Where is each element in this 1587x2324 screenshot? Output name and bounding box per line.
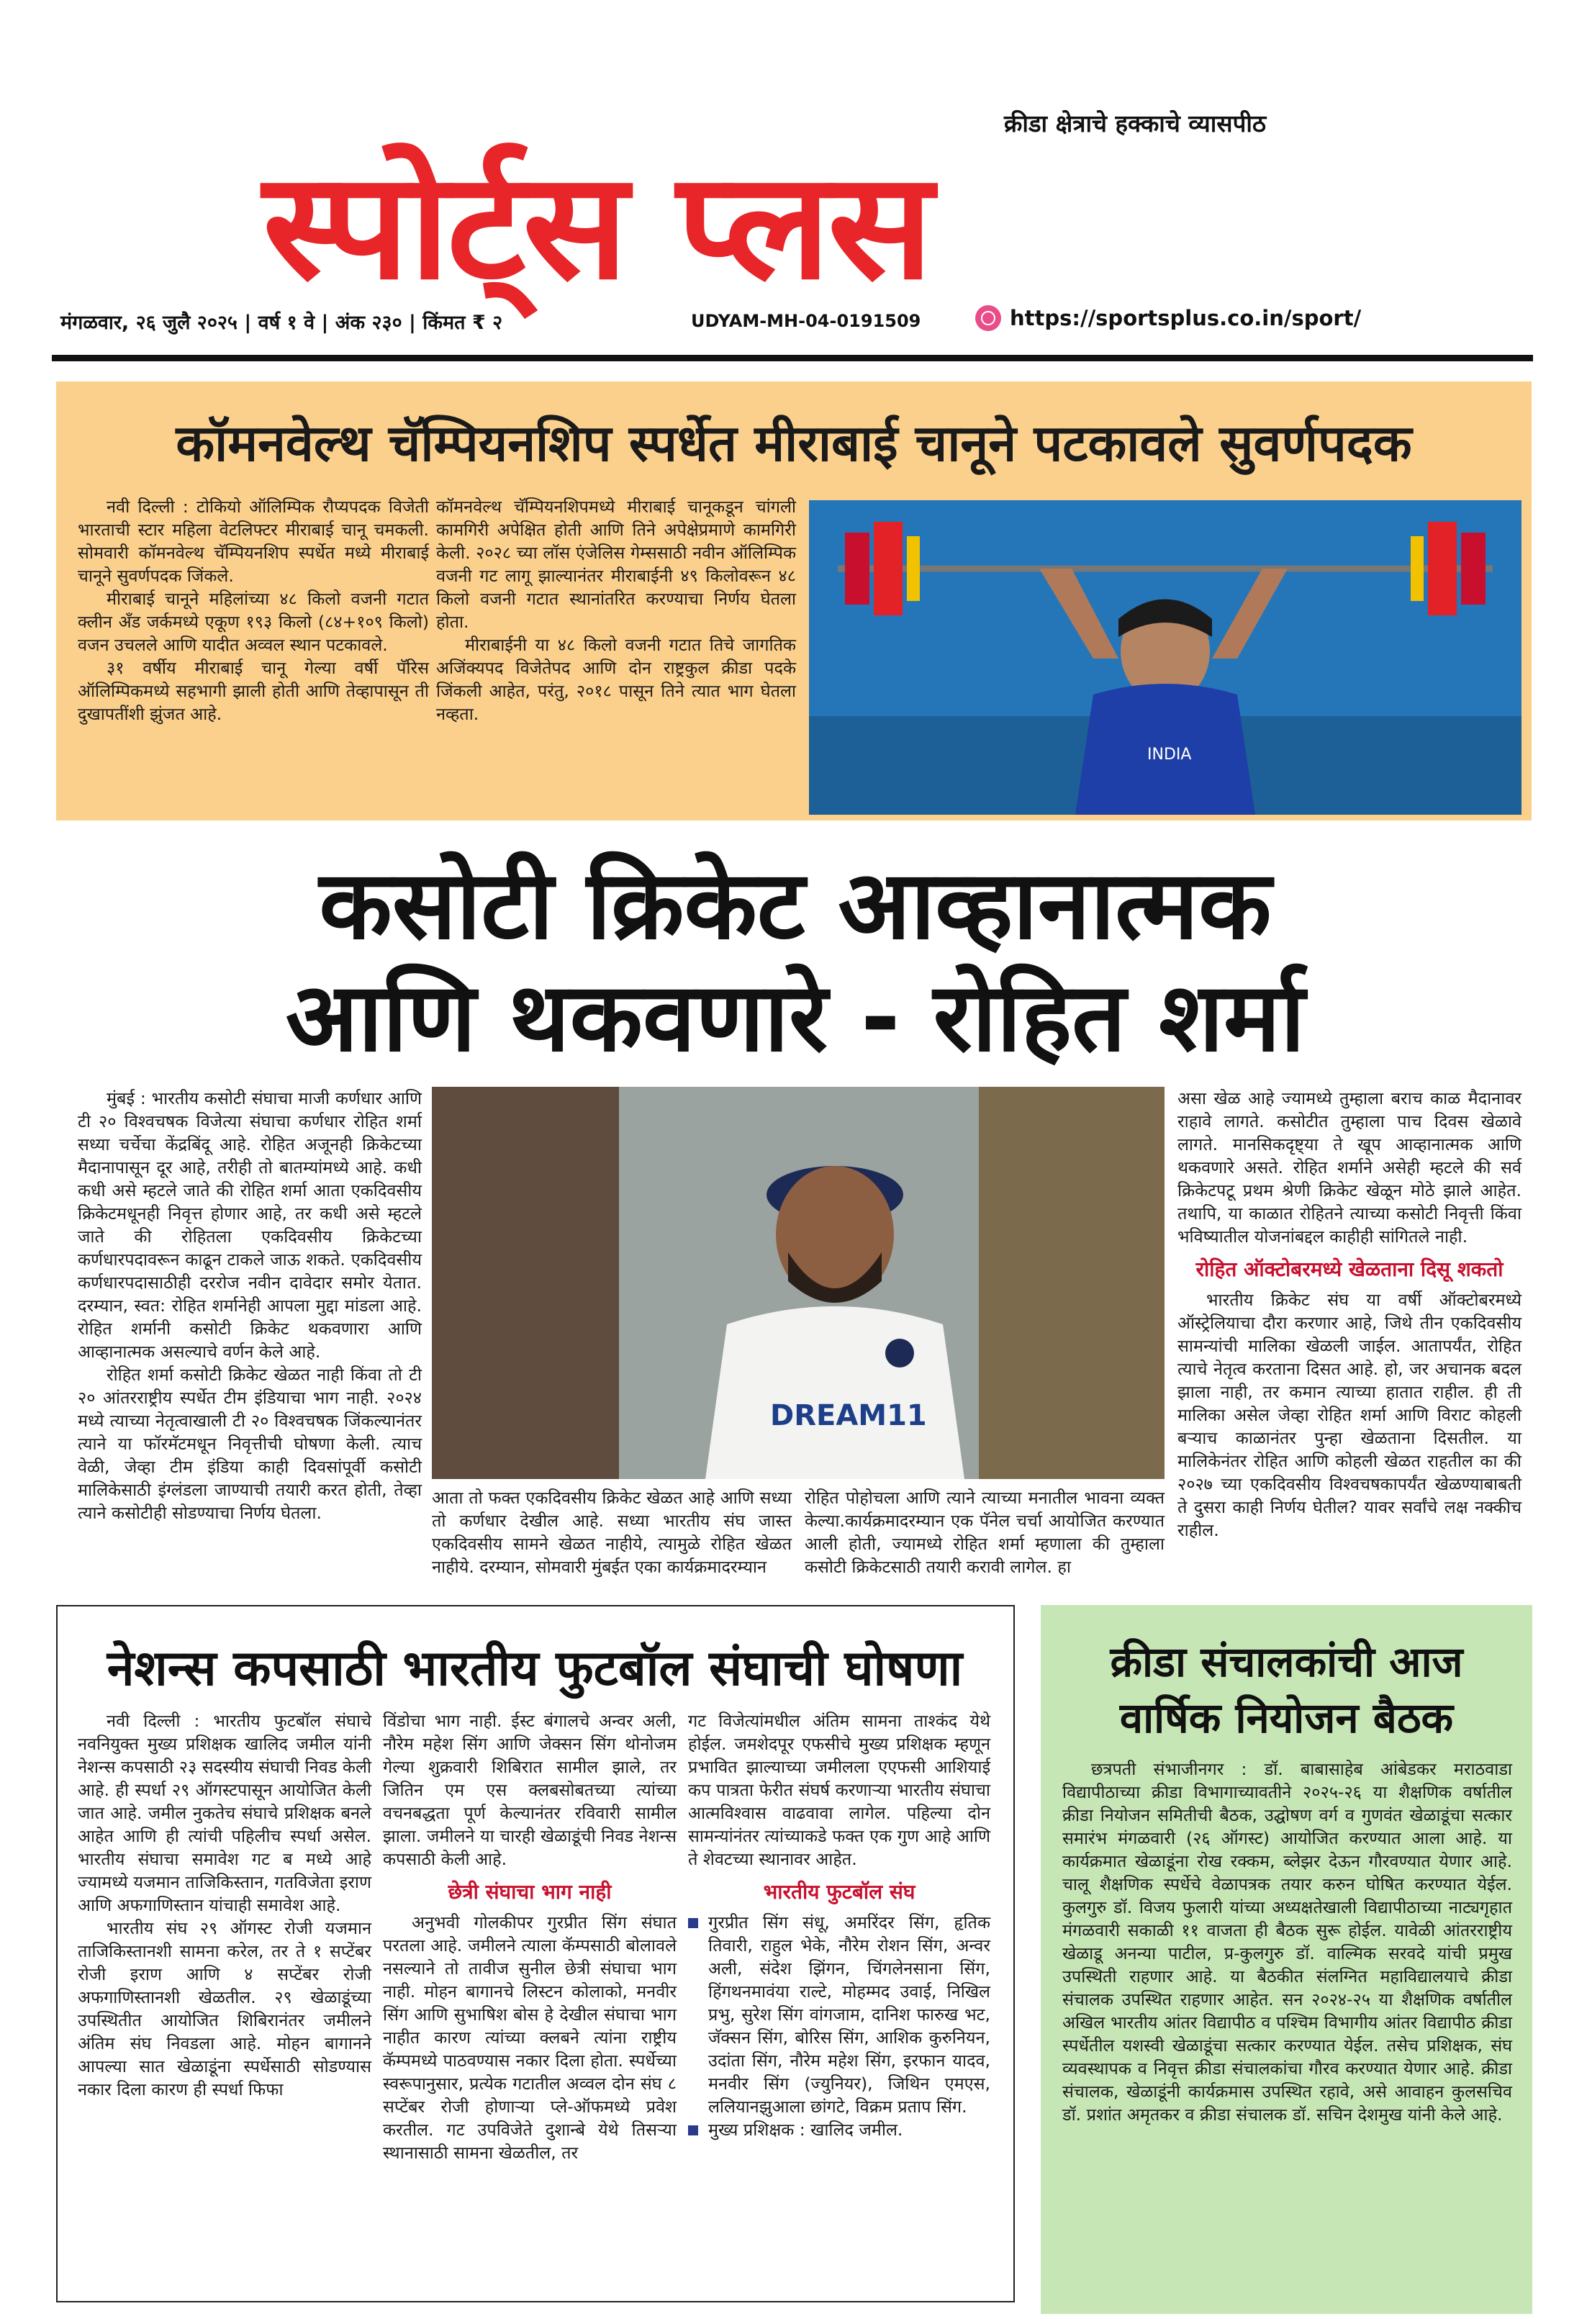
story-rohit-subhead: रोहित ऑक्टोबरमध्ये खेळताना दिसू शकतो [1195,1257,1504,1281]
paragraph: ३१ वर्षीय मीराबाई चानू गेल्या वर्षी पॅरिस ऑलिम्पिकमध्ये सहभागी झाली होती आणि तेव्हापासून ती दुखापतींशी झुंजत आहे. [78,658,429,724]
story-meeting-headline [1041,1634,1532,1746]
website-url[interactable]: https://sportsplus.co.in/sport/ [1010,306,1362,330]
story-mirabai-col1 [78,495,429,725]
story-mirabai-headline: कॉमनवेल्थ चॅम्पियनशिप स्पर्धेत मीराबाई चानूने पटकावले सुवर्णपदक [176,414,1412,473]
story-football-subhead-chhetri: छेत्री संघाचा भाग नाही [448,1880,612,1904]
jersey-text: DREAM11 [770,1399,927,1432]
story-football-headline: नेशन्स कपसाठी भारतीय फुटबॉल संघाची घोषणा [107,1640,963,1697]
list-item: गुरप्रीत सिंग संधू, अमरिंदर सिंग, हृतिक तिवारी, राहुल भेके, नौरेम रोशन सिंग, अन्वर अली, संदेश झिंगन, चिंगलेनसाना सिंग, हिंगथनमावंया राल्टे, मोहम्मद उवाई, निखिल प्रभु, सुरेश सिंग वांगजाम, दानिश फारुख भट, जॅक्सन सिंग, बोरिस सिंग, आशिक कुरुनियन, उदांता सिंग, नौरेम महेश सिंग, इरफान यादव, मनवीर सिंग (ज्युनियर), जिथिन एमएस, ललियानझुआला छांगटे, विक्रम प्रताप सिंग. [688,1911,990,2118]
paragraph: मुंबई : भारतीय कसोटी संघाचा माजी कर्णधार आणि टी २० विश्वचषक विजेत्या संघाचा कर्णधार रोहित शर्मा सध्या चर्चेचा केंद्रबिंदू आहे. रोहित अजूनही क्रिकेटच्या मैदानापासून दूर आहे, तरीही तो बातम्यांमध्ये आहे. कधी कधी असे म्हटले जाते की रोहित शर्मा आता एकदिवसीय क्रिकेटमधूनही निवृत्त होणार आहे, तर कधी असे म्हटले जाते की रोहितला एकदिवसीय क्रिकेटच्या कर्णधारपदावरून काढून टाकले जाऊ शकते. एकदिवसीय कर्णधारपदासाठीही दररोज नवीन दावेदार समोर येतात. दरम्यान, स्वत: रोहित शर्मानेही आपला मुद्दा मांडला आहे. रोहित शर्मानी कसोटी क्रिकेट थकवणारा आणि आव्हानात्मक असल्याचे वर्णन केले आहे. [78,1088,422,1362]
paragraph: रोहित पोहोचला आणि त्याने त्याच्या मनातील भावना व्यक्त केल्या.कार्यक्रमादरम्यान एक पॅनेल चर्चा आयोजित करण्यात आली होती, ज्यामध्ये रोहित शर्मा म्हणाला की तुम्हाला कसोटी क्रिकेटसाठी तयारी करावी लागेल. हा [805,1488,1165,1577]
headline-line: कसोटी क्रिकेट आव्हानात्मक [319,850,1272,961]
paragraph: छत्रपती संभाजीनगर : डॉ. बाबासाहेब आंबेडकर मराठवाडा विद्यापीठाच्या क्रीडा विभागाच्यावतीने २०२५-२६ या शैक्षणिक वर्षातील क्रीडा नियोजन समितीची बैठक, उद्घोषण वर्ग व गुणवंत खेळाडूंचा सत्कार समारंभ मंगळवारी (२६ ऑगस्ट) आयोजित करण्यात आला आहे. या कार्यक्रमात खेळाडूंना रोख रक्कम, ब्लेझर देऊन गौरवण्यात येणार आहे. चालू शैक्षणिक स्पर्धेचे वेळापत्रक तयार करुन घोषित करण्यात येईल. कुलगुरु डॉ. विजय फुलारी यांच्या अध्यक्षतेखाली विद्यापीठाच्या नाट्यगृहात मंगळवारी सकाळी ११ वाजता ही बैठक सुरू होईल. यावेळी आंतरराष्ट्रीय खेळाडू अनन्या पाटील, प्र-कुलगुरु डॉ. वाल्मिक सरवदे यांची प्रमुख उपस्थिती राहणार आहे. या बैठकीत संलग्नित महाविद्यालयाचे क्रीडा संचालक उपस्थित राहणार आहेत. सन २०२४-२५ या शैक्षणिक वर्षातील अखिल भारतीय आंतर विद्यापीठ व पश्चिम विभागीय आंतर विद्यापीठ क्रीडा स्पर्धेतील यशस्वी खेळाडूंचा सत्कार करण्यात येईल. तसेच प्रशिक्षक, संघ व्यवस्थापक व निवृत्त क्रीडा संचालकांचा गौरव करण्यात येणार आहे. क्रीडा संचालक, खेळाडूंनी कार्यक्रमास उपस्थित रहावे, असे आवाहन कुलसचिव डॉ. प्रशांत अमृतकर व क्रीडा संचालक डॉ. सचिन देशमुख यांनी केले आहे. [1062,1759,1512,2125]
paragraph: रोहित शर्मा कसोटी क्रिकेट खेळत नाही किंवा तो टी २० आंतरराष्ट्रीय स्पर्धेत टीम इंडियाचा भाग नाही. २०२४ मध्ये त्याच्या नेतृत्वाखाली टी २० विश्वचषक जिंकल्यानंतर त्याने या फॉरमॅटमधून निवृत्तीची घोषणा केली. त्याच वेळी, जेव्हा टीम इंडिया काही दिवसांपूर्वी कसोटी मालिकेसाठी इंग्लंडला जाण्याची तयारी करत होती, तेव्हा त्याने कसोटीही सोडण्याचा निर्णय घेतला. [78,1365,422,1523]
story-football-col3 [688,1709,990,2141]
paragraph: गट विजेत्यांमधील अंतिम सामना ताश्कंद येथे होईल. जमशेदपूर एफसीचे मुख्य प्रशिक्षक म्हणून प्रभावित झाल्याच्या जमीलला एएफसी आशियाई कप पात्रता फेरीत संघर्ष करणाऱ्या भारतीय संघाचा आत्मविश्वास वाढवावा लागेल. पहिल्या दोन सामन्यांनंतर त्यांच्याकडे फक्त एक गुण आहे आणि ते शेवटच्या स्थानावर आहेत. [688,1711,990,1869]
paragraph: भारतीय क्रिकेट संघ या वर्षी ऑक्टोबरमध्ये ऑस्ट्रेलियाचा दौरा करणार आहे, जिथे तीन एकदिवसीय सामन्यांची मालिका खेळली जाईल. आतापर्यंत, रोहित त्याचे नेतृत्व करताना दिसत आहे. हो, जर अचानक बदल झाला नाही, तर कमान त्याच्या हातात राहील. ही ती मालिका असेल जेव्हा रोहित शर्मा आणि विराट कोहली बऱ्याच काळानंतर पुन्हा खेळताना दिसतील. या मालिकेनंतर रोहित आणि कोहली खेळत राहतील का की २०२७ च्या एकदिवसीय विश्वचषकापर्यंत खेळण्याबाबती ते दुसरा काही निर्णय घेतील? यावर सर्वांचे लक्ष नक्कीच राहील. [1177,1290,1522,1540]
story-mirabai-col2 [436,495,796,725]
dribbble-icon [975,305,1001,331]
paragraph: अनुभवी गोलकीपर गुरप्रीत सिंग संघात परतला आहे. जमीलने त्याला कॅम्पसाठी बोलावले नसल्याने तो तावीज सुनील छेत्री संघाचा भाग नाही. मोहन बागानचे लिस्टन कोलाको, मनवीर सिंग आणि सुभाषिश बोस हे देखील संघाचा भाग नाहीत कारण त्यांच्या क्लबने त्यांना राष्ट्रीय कॅम्पमध्ये पाठवण्यास नकार दिला होता. स्पर्धेच्या स्वरूपानुसार, प्रत्येक गटातील अव्वल दोन संघ ८ सप्टेंबर रोजी होणाऱ्या प्ले-ऑफमध्ये प्रवेश करतील. गट उपविजेते दुशान्बे येथे तिसऱ्या स्थानासाठी सामना खेळतील, तर [383,1912,677,2163]
paragraph: असा खेळ आहे ज्यामध्ये तुम्हाला बराच काळ मैदानावर राहावे लागते. कसोटीत तुम्हाला पाच दिवस खेळावे लागते. मानसिकदृष्ट्या ते खूप आव्हानात्मक आणि थकवणारे असते. रोहित शर्माने असेही म्हटले की सर्व क्रिकेटपटू प्रथम श्रेणी क्रिकेट खेळून मोठे झाले आहेत. तथापि, या काळात रोहितने त्याच्या कसोटी निवृत्ती किंवा भविष्यातील योजनांबद्दल काहीही सांगितले नाही. [1177,1088,1522,1247]
paragraph: मीराबाई चानूने महिलांच्या ४८ किलो वजनी गटात क्लीन अँड जर्कमध्ये एकूण १९३ किलो (८४+१०९ किलो) वजन उचलले आणि यादीत अव्वल स्थान पटकावले. [78,589,429,655]
story-rohit-col3 [1177,1087,1522,1542]
paragraph: विंडोचा भाग नाही. ईस्ट बंगालचे अन्वर अली, नौरेम महेश सिंग आणि जेक्सन सिंग थोनोजम गेल्या शुक्रवारी शिबिरात सामील झाले, तर जितिन एम एस क्लबसोबतच्या त्यांच्या वचनबद्धता पूर्ण केल्यानंतर रविवारी सामील झाला. जमीलने या चारही खेळाडूंची निवड नेशन्स कपसाठी केली आहे. [383,1711,677,1869]
list-item: मुख्य प्रशिक्षक : खालिद जमील. [688,2118,990,2141]
story-football-col1 [78,1709,371,2101]
jersey-text: INDIA [1147,746,1192,764]
story-rohit-headline [58,849,1533,1074]
paragraph: मीराबाईनी या ४८ किलो वजनी गटात तिचे जागतिक अजिंक्यपद विजेतेपद आणि दोन राष्ट्रकुल क्रीडा पदके जिंकली आहेत, परंतु, २०१८ पासून तिने त्यात भाग घेतला नव्हता. [436,635,796,724]
paragraph: नवी दिल्ली : टोकियो ऑलिम्पिक रौप्यपदक विजेती भारताची स्टार महिला वेटलिफ्टर मीराबाई चानू चमकली. सोमवारी कॉमनवेल्थ चॅम्पियनशिप स्पर्धेत मध्ये मीराबाई चानूने सुवर्णपदक जिंकले. [78,497,429,586]
story-football-col2 [383,1709,677,2164]
masthead-title: स्पोर्ट्स प्लस [263,141,931,312]
headline-line: क्रीडा संचालकांची आज [1110,1637,1463,1686]
paragraph: नवी दिल्ली : भारतीय फुटबॉल संघाचे नवनियुक्त मुख्य प्रशिक्षक खालिद जमील यांनी नेशन्स कपसाठी २३ सदस्यीय संघाची निवड केली आहे. ही स्पर्धा २९ ऑगस्टपासून आयोजित केली जात आहे. जमील नुकतेच संघाचे प्रशिक्षक बनले आहेत आणि ही त्यांची पहिलीच स्पर्धा असेल. भारतीय संघाचा समावेश गट ब मध्ये आहे ज्यामध्ये यजमान ताजिकिस्तान, गतविजेता इराण आणि अफगाणिस्तान यांचाही समावेश आहे. [78,1711,371,1915]
website-link[interactable] [975,305,1361,331]
masthead-tagline: क्रीडा क्षेत्राचे हक्काचे व्यासपीठ [1004,109,1267,137]
cricketer-illustration [432,1087,1165,1479]
rohit-photo [432,1087,1165,1479]
story-football-subhead-squad: भारतीय फुटबॉल संघ [763,1880,915,1904]
paragraph: भारतीय संघ २९ ऑगस्ट रोजी यजमान ताजिकिस्तानशी सामना करेल, तर ते १ सप्टेंबर रोजी इराण आणि ४ सप्टेंबर रोजी अफगाणिस्तानशी खेळतील. २९ खेळाडूंच्या उपस्थितीत आयोजित शिबिरानंतर जमीलने अंतिम संघ निवडला आहे. मोहन बागानने आपल्या सात खेळाडूंना स्पर्धेसाठी सोडण्यास नकार दिला कारण ही स्पर्धा फिफा [78,1918,371,2099]
paragraph: कॉमनवेल्थ चॅम्पियनशिपमध्ये मीराबाई चानूकडून चांगली कामगिरी अपेक्षित होती आणि तिने अपेक्षेप्रमाणे कामगिरी केली. २०२८ च्या लॉस एंजेलिस गेम्ससाठी नवीन ऑलिम्पिक वजनी गट लागू झाल्यानंतर मीराबाईनी ४९ किलोवरून ४८ किलो वजनी गटात स्थानांतरित करण्याचा निर्णय घेतला होता. [436,497,796,632]
story-meeting-body [1062,1758,1512,2126]
masthead-rule [52,355,1533,361]
headline-line: आणि थकवणारे - रोहित शर्मा [285,962,1306,1073]
mirabai-photo [809,500,1522,815]
udyam-number: UDYAM-MH-04-0191509 [691,311,921,331]
story-rohit-under-photo-right [805,1486,1165,1578]
headline-line: वार्षिक नियोजन बैठक [1119,1694,1454,1742]
story-rohit-col1 [78,1087,422,1524]
dateline: मंगळवार, २६ जुलै २०२५ | वर्ष १ वे | अंक २३० | किंमत ₹ २ [60,312,503,334]
paragraph: आता तो फक्त एकदिवसीय क्रिकेट खेळत आहे आणि सध्या तो कर्णधार देखील आहे. सध्या भारतीय संघ जास्त एकदिवसीय सामने खेळत नाहीये, त्यामुळे रोहित खेळत नाहीये. दरम्यान, सोमवारी मुंबईत एका कार्यक्रमादरम्यान [432,1488,792,1577]
story-rohit-under-photo-left [432,1486,792,1578]
weightlifter-illustration [809,500,1522,815]
squad-list [688,1911,990,2141]
